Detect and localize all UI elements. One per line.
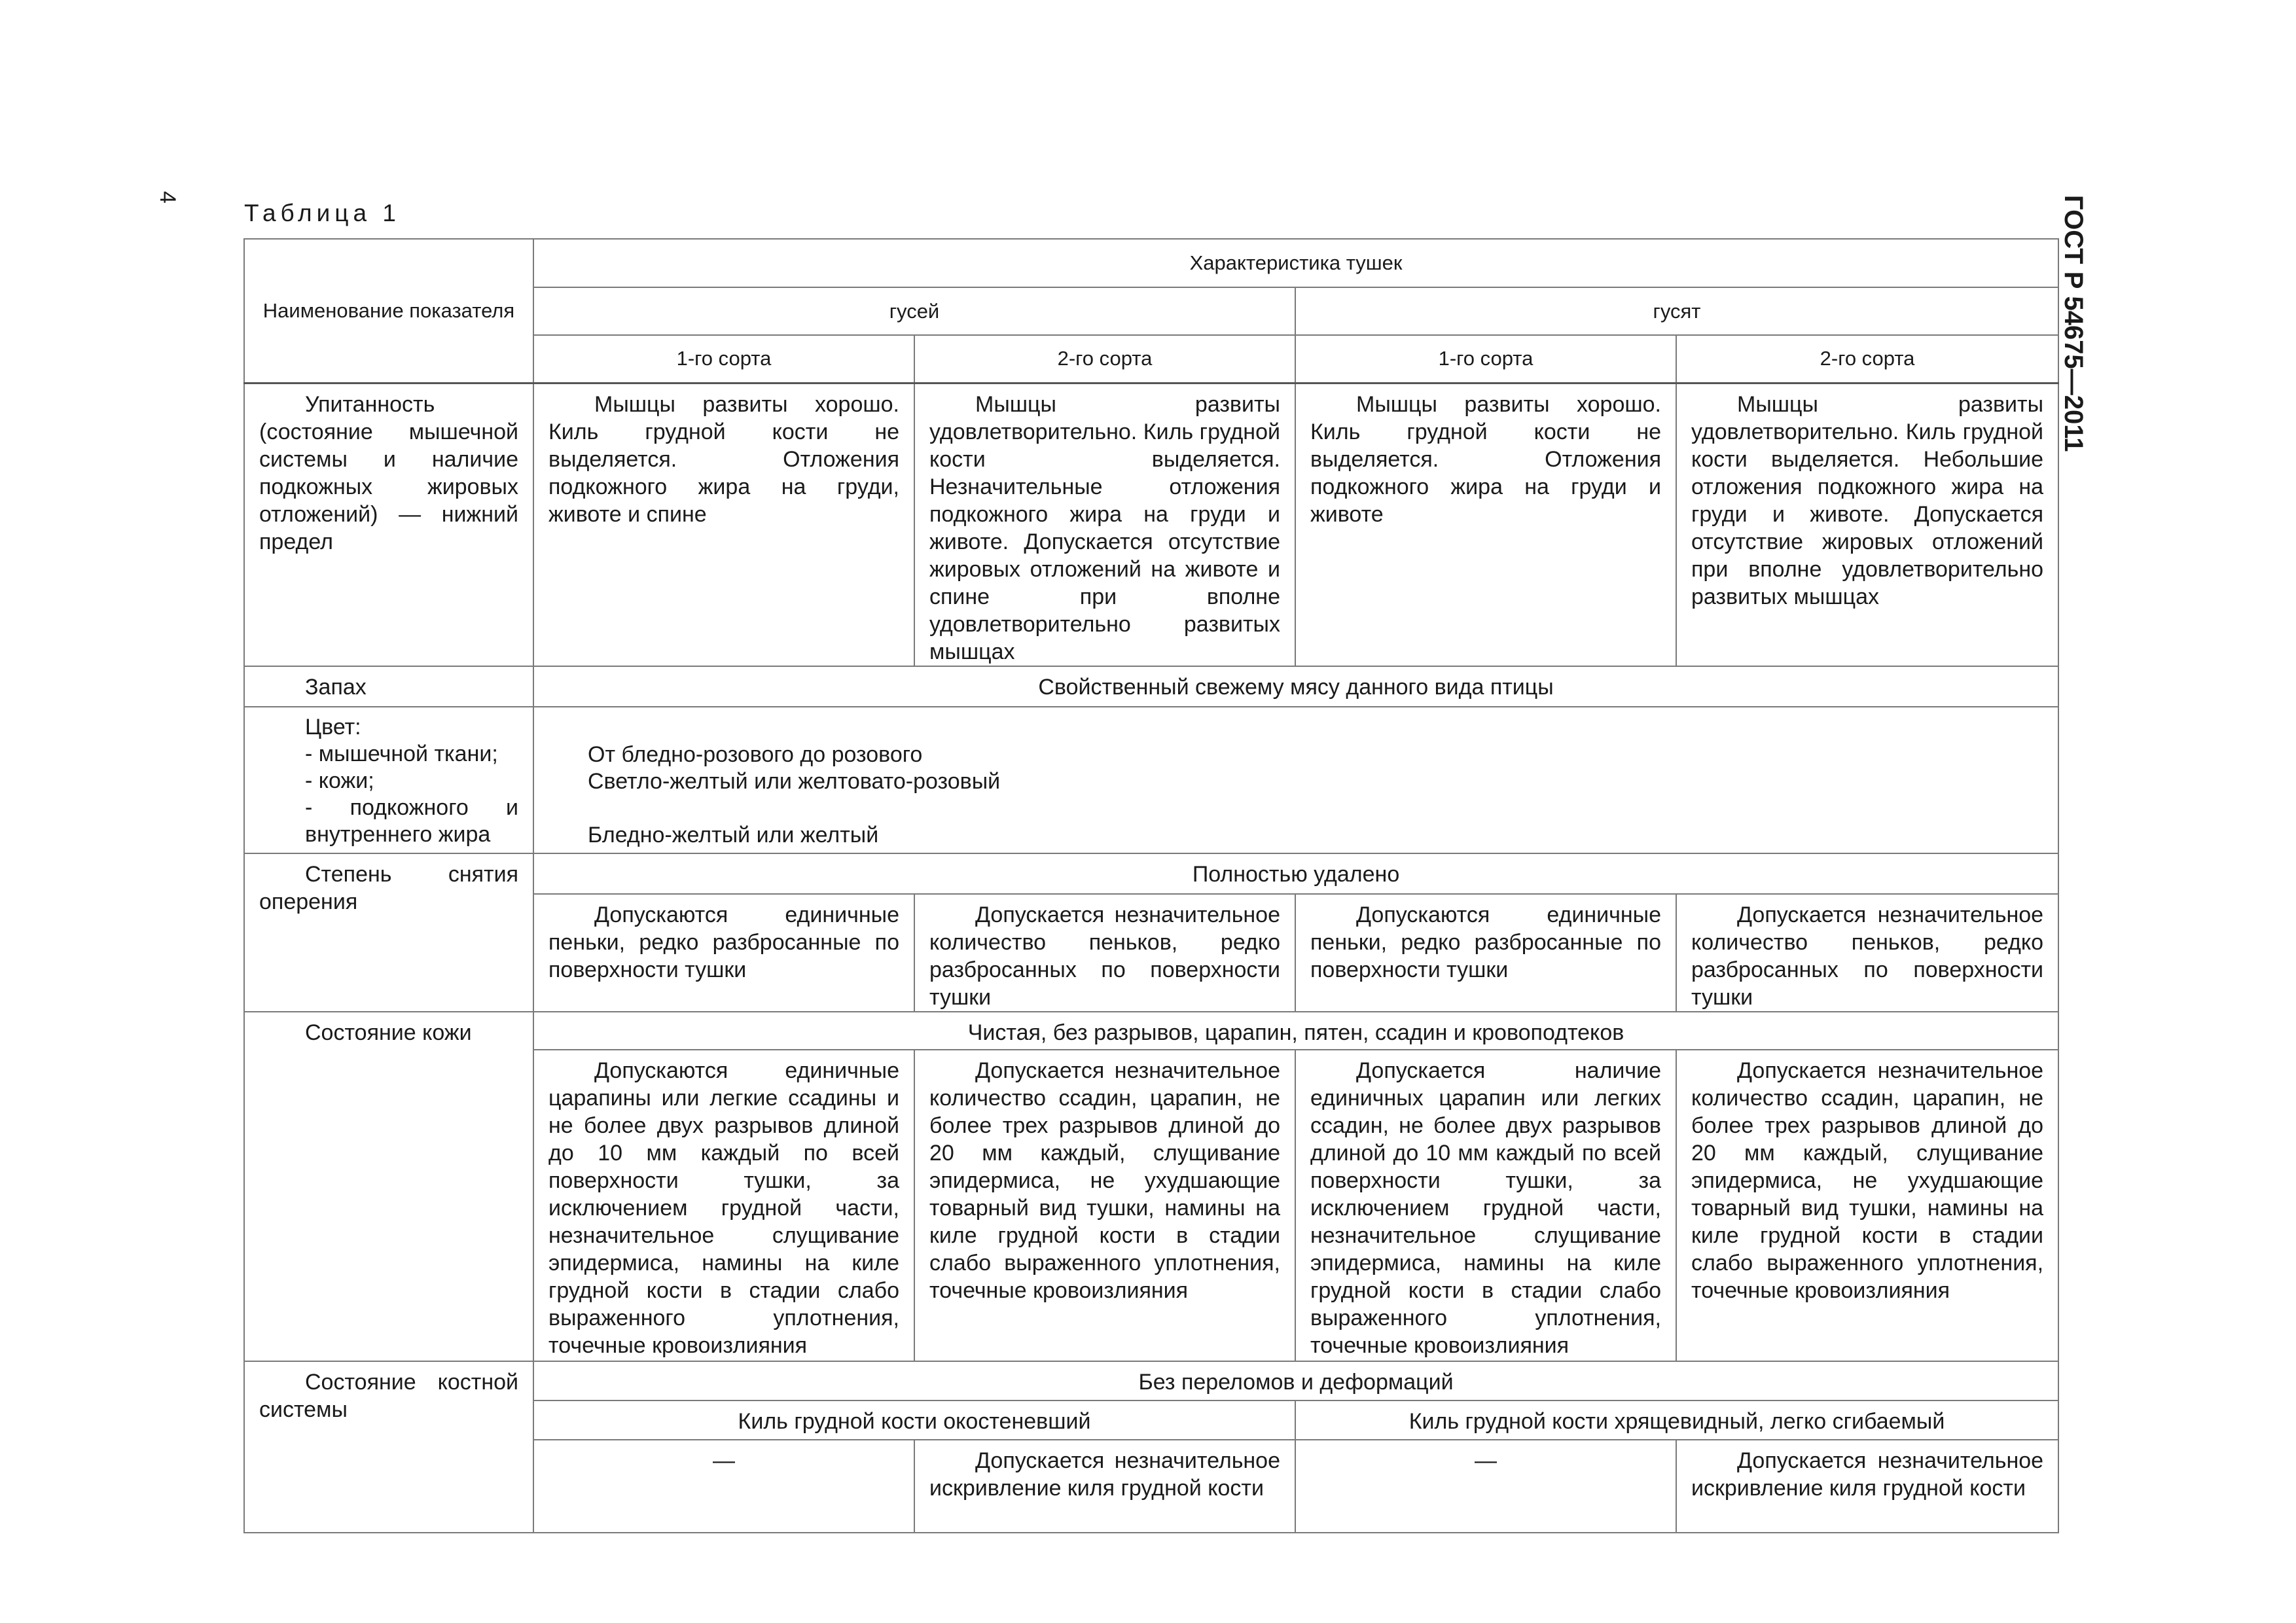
header-geese-grade1: 1-го сорта (533, 335, 914, 383)
cell-feathers-goslings-1: Допускаются единичные пеньки, редко разбросанные по поверхности тушки (1295, 894, 1676, 1012)
cell-fatness-geese-1: Мышцы развиты хорошо. Киль грудной кости не выделяется. Отложения подкожного жира на груди, животе и спине (533, 383, 914, 666)
cell-skin-common: Чистая, без разрывов, царапин, пятен, ссадин и кровоподтеков (533, 1012, 2058, 1050)
row-label-bones: Состояние костной системы (244, 1361, 533, 1533)
row-label-skin: Состояние кожи (244, 1012, 533, 1361)
cell-feathers-common: Полностью удалено (533, 853, 2058, 894)
cell-skin-goslings-2: Допускается незначительное количество ссадин, царапин, не более трех разрывов длиной до 20 мм каждый, слущивание эпидермиса, не ухудшающие товарный вид тушки, намины на киле грудной кости в стадии слабо выраженного уплотнения, точечные кровоизлияния (1676, 1050, 2058, 1361)
row-label-fatness: Упитанность (состояние мышечной системы и наличие подкожных жировых отложений) — нижний предел (244, 383, 533, 666)
header-goslings: гусят (1295, 287, 2058, 335)
cell-skin-geese-2: Допускается незначительное количество ссадин, царапин, не более трех разрывов длиной до 20 мм каждый, слущивание эпидермиса, не ухудшающие товарный вид тушки, намины на киле грудной кости в стадии слабо выраженного уплотнения, точечные кровоизлияния (914, 1050, 1295, 1361)
page-number: 4 (155, 191, 180, 204)
color-item-skin: - кожи; (305, 768, 374, 793)
cell-skin-goslings-1: Допускается наличие единичных царапин или легких ссадин, не более двух разрывов длиной до 10 мм каждый по всей поверхности тушки, за исключением грудной части, незначительное слущивание эпидермиса, намины на киле грудной кости в стадии слабо выраженного уплотнения, точечные кровоизлияния (1295, 1050, 1676, 1361)
cell-smell: Свойственный свежему мясу данного вида птицы (533, 666, 2058, 707)
header-goslings-grade1: 1-го сорта (1295, 335, 1676, 383)
row-label-smell: Запах (244, 666, 533, 707)
row-label-color (244, 707, 533, 853)
header-param: Наименование показателя (244, 239, 533, 383)
color-value-skin: Светло-желтый или желтовато-розовый (588, 768, 1001, 794)
cell-fatness-goslings-1: Мышцы развиты хорошо. Киль грудной кости не выделяется. Отложения подкожного жира на груди и животе (1295, 383, 1676, 666)
cell-feathers-geese-1: Допускаются единичные пеньки, редко разбросанные по поверхности тушки (533, 894, 914, 1012)
row-label-feathers: Степень снятия оперения (244, 853, 533, 1012)
cell-feathers-geese-2: Допускается незначительное количество пеньков, редко разбросанных по поверхности тушки (914, 894, 1295, 1012)
table-caption: Таблица 1 (244, 200, 401, 226)
cell-color (533, 707, 2058, 853)
color-item-fat: - подкожного и внутреннего жира (305, 794, 518, 847)
cell-skin-geese-1: Допускаются единичные царапины или легкие ссадины и не более двух разрывов длиной до 10 мм каждый по всей поверхности тушки, за исключением грудной части, незначительное слущивание эпидермиса, намины на киле грудной кости в стадии слабо выраженного уплотнения, точечные кровоизлияния (533, 1050, 914, 1361)
cell-bones-goslings-2: Допускается незначительное искривление киля грудной кости (1676, 1440, 2058, 1533)
color-value-muscle: От бледно-розового до розового (588, 741, 923, 767)
color-item-muscle: - мышечной ткани; (305, 741, 498, 766)
cell-bones-common: Без переломов и деформаций (533, 1361, 2058, 1400)
cell-bones-goslings-1: — (1295, 1440, 1676, 1533)
header-goslings-grade2: 2-го сорта (1676, 335, 2058, 383)
header-geese-grade2: 2-го сорта (914, 335, 1295, 383)
cell-bones-geese-2: Допускается незначительное искривление киля грудной кости (914, 1440, 1295, 1533)
color-value-fat: Бледно-желтый или желтый (588, 822, 879, 847)
cell-feathers-goslings-2: Допускается незначительное количество пеньков, редко разбросанных по поверхности тушки (1676, 894, 2058, 1012)
document-title: ГОСТ Р 54675—2011 (2059, 195, 2088, 452)
cell-fatness-goslings-2: Мышцы развиты удовлетворительно. Киль грудной кости выделяется. Небольшие отложения подкожного жира на груди и животе. Допускается отсутствие жировых отложений при вполне удовлетворительно развитых мышцах (1676, 383, 2058, 666)
cell-bones-geese-1: — (533, 1440, 914, 1533)
quality-table (243, 238, 2059, 1533)
cell-fatness-geese-2: Мышцы развиты удовлетворительно. Киль грудной кости выделяется. Незначительные отложения подкожного жира на груди и животе. Допускается отсутствие жировых отложений на животе и спине при вполне удовлетворительно развитых мышцах (914, 383, 1295, 666)
header-group: Характеристика тушек (533, 239, 2058, 287)
header-geese: гусей (533, 287, 1295, 335)
color-label: Цвет: (305, 714, 361, 740)
cell-bones-geese-keel: Киль грудной кости окостеневший (533, 1400, 1295, 1440)
cell-bones-goslings-keel: Киль грудной кости хрящевидный, легко сгибаемый (1295, 1400, 2058, 1440)
